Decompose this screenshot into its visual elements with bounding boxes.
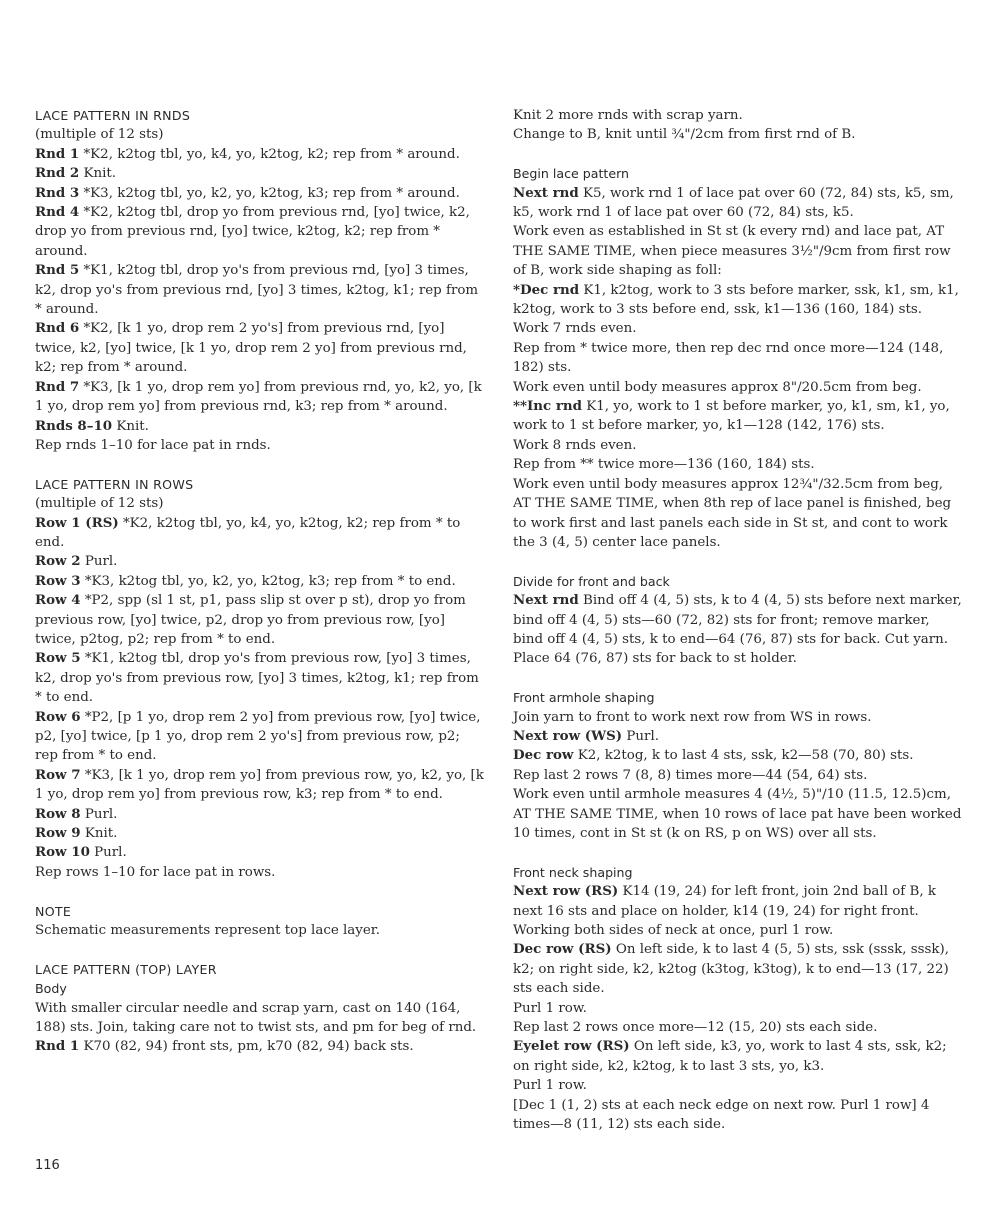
lace-rnds-repeat: Rep rnds 1–10 for lace pat in rnds. [35, 437, 271, 453]
neck-rep: Rep last 2 rows once more—12 (15, 20) sts each side. [513, 1020, 878, 1036]
neck-heading: Front neck shaping [513, 864, 633, 880]
intro-line-1: Knit 2 more rnds with scrap yarn. [513, 108, 743, 123]
row-8: Row 8 Purl. [35, 805, 118, 822]
neck-final: [Dec 1 (1, 2) sts at each neck edge on next row. Purl 1 row] 4 times—8 (11, 12) sts each side. [513, 1097, 930, 1133]
neck-purl-2: Purl 1 row. [513, 1078, 587, 1094]
begin-lace-heading: Begin lace pattern [513, 166, 630, 182]
rnd-2: Rnd 2 Knit. [35, 165, 117, 182]
lace-rows-repeat: Rep rows 1–10 for lace pat in rows. [35, 864, 276, 880]
begin-work-even: Work even as established in St st (k every rnd) and lace pat, AT THE SAME TIME, when piece measures 3½"/9cm from first row of B, work side shaping as foll: [513, 224, 951, 279]
work-8-rnds: Work 8 rnds even. [513, 437, 637, 453]
armhole-heading: Front armhole shaping [513, 690, 655, 706]
armhole-work-even: Work even until armhole measures 4 (4½, 5)"/10 (11.5, 12.5)cm, AT THE SAME TIME, when 10 rows of lace pat have been worked 10 times, cont in St st (k on RS, p on WS) over all sts. [513, 787, 962, 841]
neck-dec-row: Dec row (RS) On left side, k to last 4 (5, 5) sts, ssk (sssk, sssk), k2; on right side, k2, k2tog (k3tog, k3tog), k to end—13 (17, 22) sts each side. [513, 941, 949, 997]
row-7: Row 7 *K3, [k 1 yo, drop rem yo] from previous row, yo, k2, yo, [k 1 yo, drop rem yo] from previous row, k3; rep from * to end. [35, 766, 484, 803]
work-even-12in: Work even until body measures approx 12¾"/32.5cm from beg, AT THE SAME TIME, when 8th rep of lace panel is finished, beg to work first and last panels each side in St st, and cont to work the 3 (4, 5) center lace panels. [513, 476, 952, 550]
cast-on-text: With smaller circular needle and scrap yarn, cast on 140 (164, 188) sts. Join, taking care not to twist sts, and pm for beg of rnd. [35, 1000, 477, 1036]
lace-rows-multiple: (multiple of 12 sts) [35, 496, 164, 512]
rnd-3: Rnd 3 *K3, k2tog tbl, yo, k2, yo, k2tog, k3; rep from * around. [35, 184, 460, 201]
rnd-1: Rnd 1 *K2, k2tog tbl, yo, k4, yo, k2tog, k2; rep from * around. [35, 145, 460, 162]
dec-rnd: *Dec rnd K1, k2tog, work to 3 sts before marker, ssk, k1, sm, k1, k2tog, work to 3 sts before end, ssk, k1—136 (160, 184) sts. [513, 281, 959, 318]
rnds-8-10: Rnds 8–10 Knit. [35, 417, 149, 434]
intro-line-2: Change to B, knit until ¾"/2cm from first rnd of B. [513, 127, 856, 143]
neck-working: Working both sides of neck at once, purl 1 row. [513, 923, 834, 938]
lace-rnds-multiple: (multiple of 12 sts) [35, 127, 164, 143]
armhole-join: Join yarn to front to work next row from WS in rows. [513, 709, 872, 725]
divide-heading: Divide for front and back [513, 573, 670, 589]
rep-dec: Rep from * twice more, then rep dec rnd once more—124 (148, 182) sts. [513, 340, 944, 376]
row-9: Row 9 Knit. [35, 825, 118, 842]
inc-rnd: **Inc rnd K1, yo, work to 1 st before marker, yo, k1, sm, k1, yo, work to 1 st before marker, yo, k1—128 (142, 176) sts. [513, 398, 950, 434]
right-column [513, 106, 963, 1134]
rnd-5: Rnd 5 *K1, k2tog tbl, drop yo's from previous rnd, [yo] 3 times, k2, drop yo's from previous rnd, [yo] 3 times, k2tog, k1; rep from * around. [35, 262, 479, 318]
divide-next-rnd: Next rnd Bind off 4 (4, 5) sts, k to 4 (4, 5) sts before next marker, bind off 4 (4, 5) sts—60 (72, 82) sts for front; remove marker, bind off 4 (4, 5) sts, k to end—64 (76, 87) sts for back. Cut yarn. Place 64 (76, 87) sts for back to st holder. [513, 592, 962, 667]
work-7-rnds: Work 7 rnds even. [513, 321, 637, 337]
begin-next-rnd: Next rnd K5, work rnd 1 of lace pat over 60 (72, 84) sts, k5, sm, k5, work rnd 1 of lace pat over 60 (72, 84) sts, k5. [513, 184, 954, 221]
row-4: Row 4 *P2, spp (sl 1 st, p1, pass slip st over p st), drop yo from previous row, [yo] twice, p2, drop yo from previous row, [yo] twice, p2tog, p2; rep from * to end. [35, 592, 466, 647]
note-text: Schematic measurements represent top lace layer. [35, 923, 380, 939]
row-10: Row 10 Purl. [35, 844, 127, 861]
rnd-6: Rnd 6 *K2, [k 1 yo, drop rem 2 yo's] from previous rnd, [yo] twice, k2, [yo] twice, [k 1 yo, drop rem 2 yo] from previous rnd, k2; rep from * around. [35, 320, 467, 376]
rep-inc: Rep from ** twice more—136 (160, 184) sts. [513, 457, 815, 473]
left-column [35, 106, 485, 1057]
eyelet-row: Eyelet row (RS) On left side, k3, yo, work to last 4 sts, ssk, k2; on right side, k2, k2tog, k to last 3 sts, yo, k3. [513, 1038, 947, 1074]
row-5: Row 5 *K1, k2tog tbl, drop yo's from previous row, [yo] 3 times, k2, drop yo's from previous row, [yo] 3 times, k2tog, k1; rep from * to end. [35, 650, 479, 706]
rnd-4: Rnd 4 *K2, k2tog tbl, drop yo from previous rnd, [yo] twice, k2, drop yo from previous rnd, [yo] twice, k2tog, k2; rep from * around. [35, 204, 470, 259]
neck-purl-1: Purl 1 row. [513, 1000, 587, 1016]
row-1: Row 1 (RS) *K2, k2tog tbl, yo, k4, yo, k2tog, k2; rep from * to end. [35, 514, 461, 550]
row-2: Row 2 Purl. [35, 553, 118, 570]
armhole-next-row: Next row (WS) Purl. [513, 727, 659, 744]
top-layer-rnd-1: Rnd 1 K70 (82, 94) front sts, pm, k70 (82, 94) back sts. [35, 1038, 414, 1055]
page-number: 116 [35, 1158, 60, 1173]
row-3: Row 3 *K3, k2tog tbl, yo, k2, yo, k2tog, k3; rep from * to end. [35, 572, 456, 589]
note-heading: NOTE [35, 903, 72, 919]
armhole-rep: Rep last 2 rows 7 (8, 8) times more—44 (54, 64) sts. [513, 767, 868, 783]
lace-rnds-heading: LACE PATTERN IN RNDS [35, 108, 191, 123]
lace-rows-heading: LACE PATTERN IN ROWS [35, 476, 194, 492]
rnd-7: Rnd 7 *K3, [k 1 yo, drop rem yo] from previous rnd, yo, k2, yo, [k 1 yo, drop rem yo] from previous rnd, k3; rep from * around. [35, 378, 482, 415]
row-6: Row 6 *P2, [p 1 yo, drop rem 2 yo] from previous row, [yo] twice, p2, [yo] twice, [p 1 yo, drop rem 2 yo's] from previous row, p2; rep from * to end. [35, 708, 481, 764]
top-layer-heading: LACE PATTERN (TOP) LAYER [35, 961, 217, 977]
body-subheading: Body [35, 981, 67, 997]
neck-next-row: Next row (RS) K14 (19, 24) for left front, join 2nd ball of B, k next 16 sts and place on holder, k14 (19, 24) for right front. [513, 883, 936, 919]
work-until-8in: Work even until body measures approx 8"/20.5cm from beg. [513, 379, 922, 395]
armhole-dec-row: Dec row K2, k2tog, k to last 4 sts, ssk, k2—58 (70, 80) sts. [513, 747, 914, 764]
